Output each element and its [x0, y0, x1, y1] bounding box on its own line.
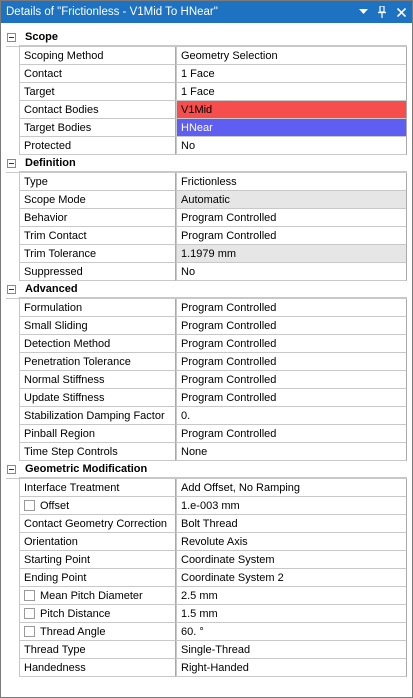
property-label: Pinball Region [19, 425, 176, 443]
property-value[interactable]: Coordinate System [176, 551, 407, 569]
property-value[interactable]: Program Controlled [176, 425, 407, 443]
property-value[interactable]: Program Controlled [176, 209, 407, 227]
property-value[interactable]: Revolute Axis [176, 533, 407, 551]
property-value[interactable]: No [176, 263, 407, 281]
property-value[interactable]: Frictionless [176, 173, 407, 191]
property-value[interactable]: 60. ° [176, 623, 407, 641]
parameter-checkbox[interactable] [24, 590, 35, 601]
property-value[interactable]: 1 Face [176, 65, 407, 83]
property-value[interactable]: Program Controlled [176, 227, 407, 245]
collapse-toggle-icon[interactable] [7, 285, 16, 294]
property-value[interactable]: Program Controlled [176, 371, 407, 389]
property-row[interactable] [6, 407, 407, 425]
property-row[interactable] [6, 263, 407, 281]
property-value[interactable]: Program Controlled [176, 389, 407, 407]
target-bodies-value[interactable]: HNear [176, 119, 407, 137]
property-row[interactable] [6, 425, 407, 443]
property-row[interactable] [6, 371, 407, 389]
property-row[interactable] [6, 587, 407, 605]
property-label: Starting Point [19, 551, 176, 569]
property-row[interactable] [6, 101, 407, 119]
contact-bodies-value[interactable]: V1Mid [176, 101, 407, 119]
property-row[interactable] [6, 83, 407, 101]
property-label: Contact Geometry Correction [19, 515, 176, 533]
property-label: Offset [40, 499, 70, 512]
property-label: Target [19, 83, 176, 101]
property-row[interactable] [6, 137, 407, 155]
section-title: Geometric Modification [19, 461, 407, 478]
property-row[interactable] [6, 245, 407, 263]
section-title: Advanced [19, 281, 407, 298]
property-row[interactable] [6, 623, 407, 641]
property-row[interactable] [6, 335, 407, 353]
property-label: Contact [19, 65, 176, 83]
property-value[interactable]: 1.5 mm [176, 605, 407, 623]
property-label: Interface Treatment [19, 479, 176, 497]
property-value[interactable]: None [176, 443, 407, 461]
close-icon[interactable] [393, 4, 409, 20]
property-label: Orientation [19, 533, 176, 551]
property-label: Update Stiffness [19, 389, 176, 407]
collapse-toggle-icon[interactable] [7, 465, 16, 474]
property-label: Scope Mode [19, 191, 176, 209]
property-value[interactable]: Add Offset, No Ramping [176, 479, 407, 497]
property-label: Pitch Distance [40, 607, 111, 620]
property-value[interactable]: Program Controlled [176, 353, 407, 371]
property-row[interactable] [6, 533, 407, 551]
property-label: Detection Method [19, 335, 176, 353]
section-title: Definition [19, 155, 407, 172]
property-label-with-checkbox [19, 623, 176, 641]
property-row[interactable] [6, 605, 407, 623]
parameter-checkbox[interactable] [24, 500, 35, 511]
property-value[interactable]: Right-Handed [176, 659, 407, 677]
property-label: Contact Bodies [19, 101, 176, 119]
property-row[interactable] [6, 443, 407, 461]
property-label-with-checkbox [19, 497, 176, 515]
section-scope[interactable] [6, 29, 407, 47]
property-value[interactable]: No [176, 137, 407, 155]
property-label: Trim Contact [19, 227, 176, 245]
property-value[interactable]: 0. [176, 407, 407, 425]
property-value[interactable]: Program Controlled [176, 317, 407, 335]
property-label: Thread Type [19, 641, 176, 659]
property-value[interactable]: Single-Thread [176, 641, 407, 659]
property-row[interactable] [6, 515, 407, 533]
property-value[interactable]: 1.e-003 mm [176, 497, 407, 515]
property-label: Behavior [19, 209, 176, 227]
property-value[interactable]: Coordinate System 2 [176, 569, 407, 587]
property-label: Ending Point [19, 569, 176, 587]
property-label: Handedness [19, 659, 176, 677]
collapse-toggle-icon[interactable] [7, 33, 16, 42]
property-label: Formulation [19, 299, 176, 317]
section-advanced[interactable] [6, 281, 407, 299]
property-row[interactable] [6, 227, 407, 245]
section-definition[interactable] [6, 155, 407, 173]
property-label: Suppressed [19, 263, 176, 281]
property-row[interactable] [6, 65, 407, 83]
property-row[interactable] [6, 479, 407, 497]
property-label: Penetration Tolerance [19, 353, 176, 371]
section-geometric-modification[interactable] [6, 461, 407, 479]
property-value[interactable]: Automatic [176, 191, 407, 209]
property-value[interactable]: 1 Face [176, 83, 407, 101]
property-value[interactable]: Program Controlled [176, 335, 407, 353]
parameter-checkbox[interactable] [24, 608, 35, 619]
property-row[interactable] [6, 551, 407, 569]
property-value[interactable]: Bolt Thread [176, 515, 407, 533]
property-row[interactable] [6, 47, 407, 65]
property-label: Stabilization Damping Factor [19, 407, 176, 425]
property-label: Mean Pitch Diameter [40, 589, 143, 602]
title-bar [1, 1, 412, 23]
property-value[interactable]: Geometry Selection [176, 47, 407, 65]
property-row[interactable] [6, 173, 407, 191]
property-label: Type [19, 173, 176, 191]
property-row[interactable] [6, 299, 407, 317]
property-label: Scoping Method [19, 47, 176, 65]
window-title: Details of "Frictionless - V1Mid To HNear" [6, 6, 218, 18]
property-row[interactable] [6, 353, 407, 371]
property-label: Protected [19, 137, 176, 155]
property-label-with-checkbox [19, 605, 176, 623]
property-row[interactable] [6, 191, 407, 209]
property-value[interactable]: Program Controlled [176, 299, 407, 317]
property-row[interactable] [6, 119, 407, 137]
property-label: Normal Stiffness [19, 371, 176, 389]
pin-icon[interactable] [374, 4, 390, 20]
property-label-with-checkbox [19, 587, 176, 605]
parameter-checkbox[interactable] [24, 626, 35, 637]
details-grid [6, 29, 407, 677]
property-row[interactable] [6, 569, 407, 587]
property-row[interactable] [6, 659, 407, 677]
property-label: Target Bodies [19, 119, 176, 137]
property-label: Time Step Controls [19, 443, 176, 461]
property-row[interactable] [6, 389, 407, 407]
property-row[interactable] [6, 497, 407, 515]
chevron-down-icon[interactable] [355, 4, 371, 20]
section-title: Scope [19, 29, 407, 46]
property-row[interactable] [6, 317, 407, 335]
property-value[interactable]: 1.1979 mm [176, 245, 407, 263]
property-row[interactable] [6, 209, 407, 227]
property-row[interactable] [6, 641, 407, 659]
collapse-toggle-icon[interactable] [7, 159, 16, 168]
property-value[interactable]: 2.5 mm [176, 587, 407, 605]
property-label: Small Sliding [19, 317, 176, 335]
property-label: Trim Tolerance [19, 245, 176, 263]
property-label: Thread Angle [40, 625, 106, 638]
